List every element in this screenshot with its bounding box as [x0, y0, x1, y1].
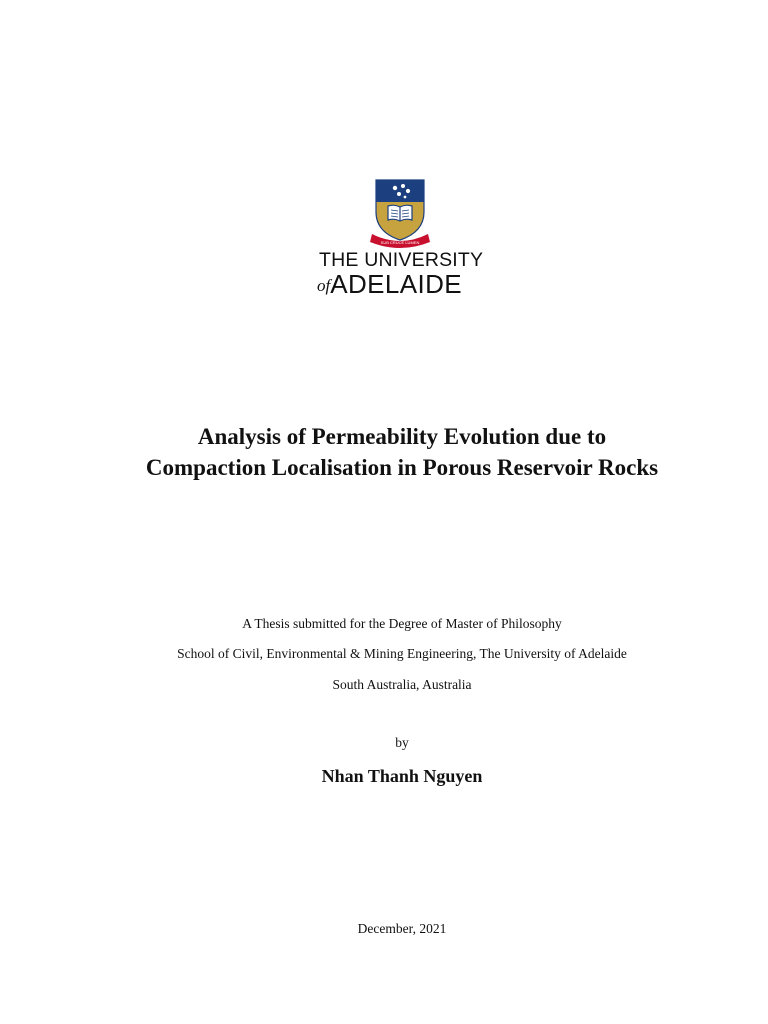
by-label: by — [395, 735, 409, 750]
author-name: Nhan Thanh Nguyen — [321, 766, 483, 786]
wordmark-line-1: THE UNIVERSITY — [319, 249, 484, 271]
university-crest-icon — [370, 178, 434, 250]
thesis-title-line-1: Analysis of Permeability Evolution due to — [197, 424, 607, 449]
wordmark-adelaide: ADELAIDE — [330, 269, 463, 299]
crest-motto: SUB CRUCE LUMEN — [380, 240, 420, 245]
thesis-title-line-2: Compaction Localisation in Porous Reservoir Rocks — [145, 455, 659, 480]
wordmark-line-2 — [317, 269, 462, 300]
submission-date: December, 2021 — [357, 921, 447, 936]
wordmark-of: of — [317, 276, 331, 295]
school-affiliation: School of Civil, Environmental & Mining Engineering, The University of Adelaide — [177, 646, 627, 661]
location: South Australia, Australia — [332, 677, 472, 692]
university-wordmark — [317, 247, 487, 299]
degree-statement: A Thesis submitted for the Degree of Master of Philosophy — [242, 616, 562, 631]
